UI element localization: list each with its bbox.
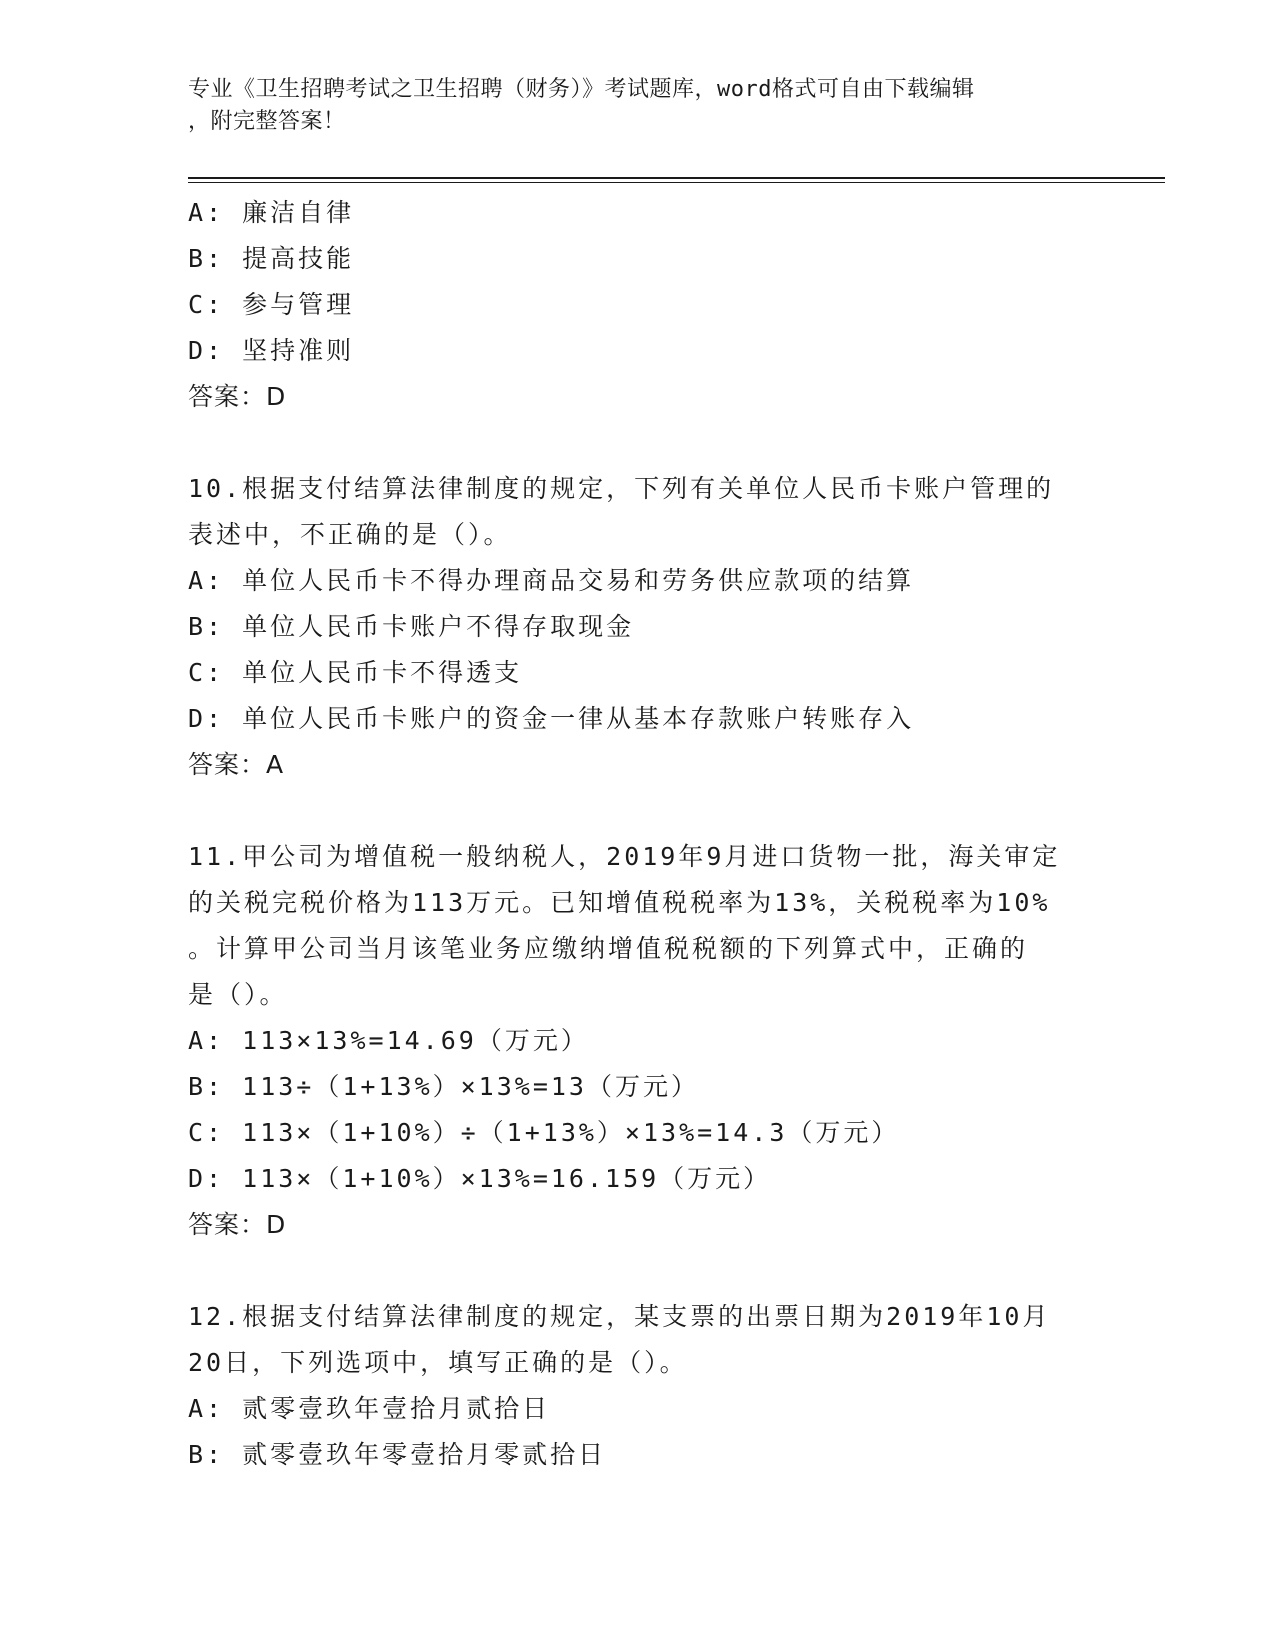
option-a: A: 单位人民币卡不得办理商品交易和劳务供应款项的结算 <box>188 566 915 595</box>
header-rule-thin <box>188 182 1165 183</box>
option-c: C: 单位人民币卡不得透支 <box>188 658 523 687</box>
option-d: D: 113×（1+10%）×13%=16.159（万元） <box>188 1164 772 1193</box>
answer: 答案：A <box>188 750 285 779</box>
option-d: D: 单位人民币卡账户的资金一律从基本存款账户转账存入 <box>188 704 915 733</box>
option-b: B: 单位人民币卡账户不得存取现金 <box>188 612 635 641</box>
question-content <box>188 190 1088 1478</box>
spacer <box>188 420 1088 466</box>
question-stem-line: 10.根据支付结算法律制度的规定，下列有关单位人民币卡账户管理的 <box>188 474 1055 503</box>
option-a: A: 113×13%=14.69（万元） <box>188 1026 589 1055</box>
option-b: B: 贰零壹玖年零壹拾月零贰拾日 <box>188 1440 607 1469</box>
header-rule-thick <box>188 177 1165 179</box>
spacer <box>188 1248 1088 1294</box>
question-stem-line: 12.根据支付结算法律制度的规定，某支票的出票日期为2019年10月 <box>188 1302 1051 1331</box>
option-c: C: 参与管理 <box>188 290 355 319</box>
option-a: A: 贰零壹玖年壹拾月贰拾日 <box>188 1394 551 1423</box>
question-stem-line: 表述中，不正确的是（）。 <box>188 520 512 549</box>
answer: 答案：D <box>188 382 287 411</box>
question-11 <box>188 834 1088 1248</box>
question-stem-line: 20日，下列选项中，填写正确的是（）。 <box>188 1348 688 1377</box>
question-10 <box>188 466 1088 788</box>
question-stem-line: 的关税完税价格为113万元。已知增值税税率为13%，关税税率为10% <box>188 888 1051 917</box>
question-12 <box>188 1294 1088 1478</box>
option-b: B: 提高技能 <box>188 244 355 273</box>
option-d: D: 坚持准则 <box>188 336 355 365</box>
spacer <box>188 788 1088 834</box>
question-9 <box>188 190 1088 420</box>
question-stem-line: 。计算甲公司当月该笔业务应缴纳增值税税额的下列算式中，正确的 <box>188 934 1029 963</box>
option-c: C: 113×（1+10%）÷（1+13%）×13%=14.3（万元） <box>188 1118 900 1147</box>
question-stem-line: 11.甲公司为增值税一般纳税人，2019年9月进口货物一批，海关审定 <box>188 842 1061 871</box>
document-header: 专业《卫生招聘考试之卫生招聘（财务）》考试题库，word格式可自由下载编辑 ，附完整答案！ <box>188 77 975 134</box>
option-b: B: 113÷（1+13%）×13%=13（万元） <box>188 1072 699 1101</box>
answer: 答案：D <box>188 1210 287 1239</box>
option-a: A: 廉洁自律 <box>188 198 355 227</box>
question-stem-line: 是（）。 <box>188 980 288 1009</box>
